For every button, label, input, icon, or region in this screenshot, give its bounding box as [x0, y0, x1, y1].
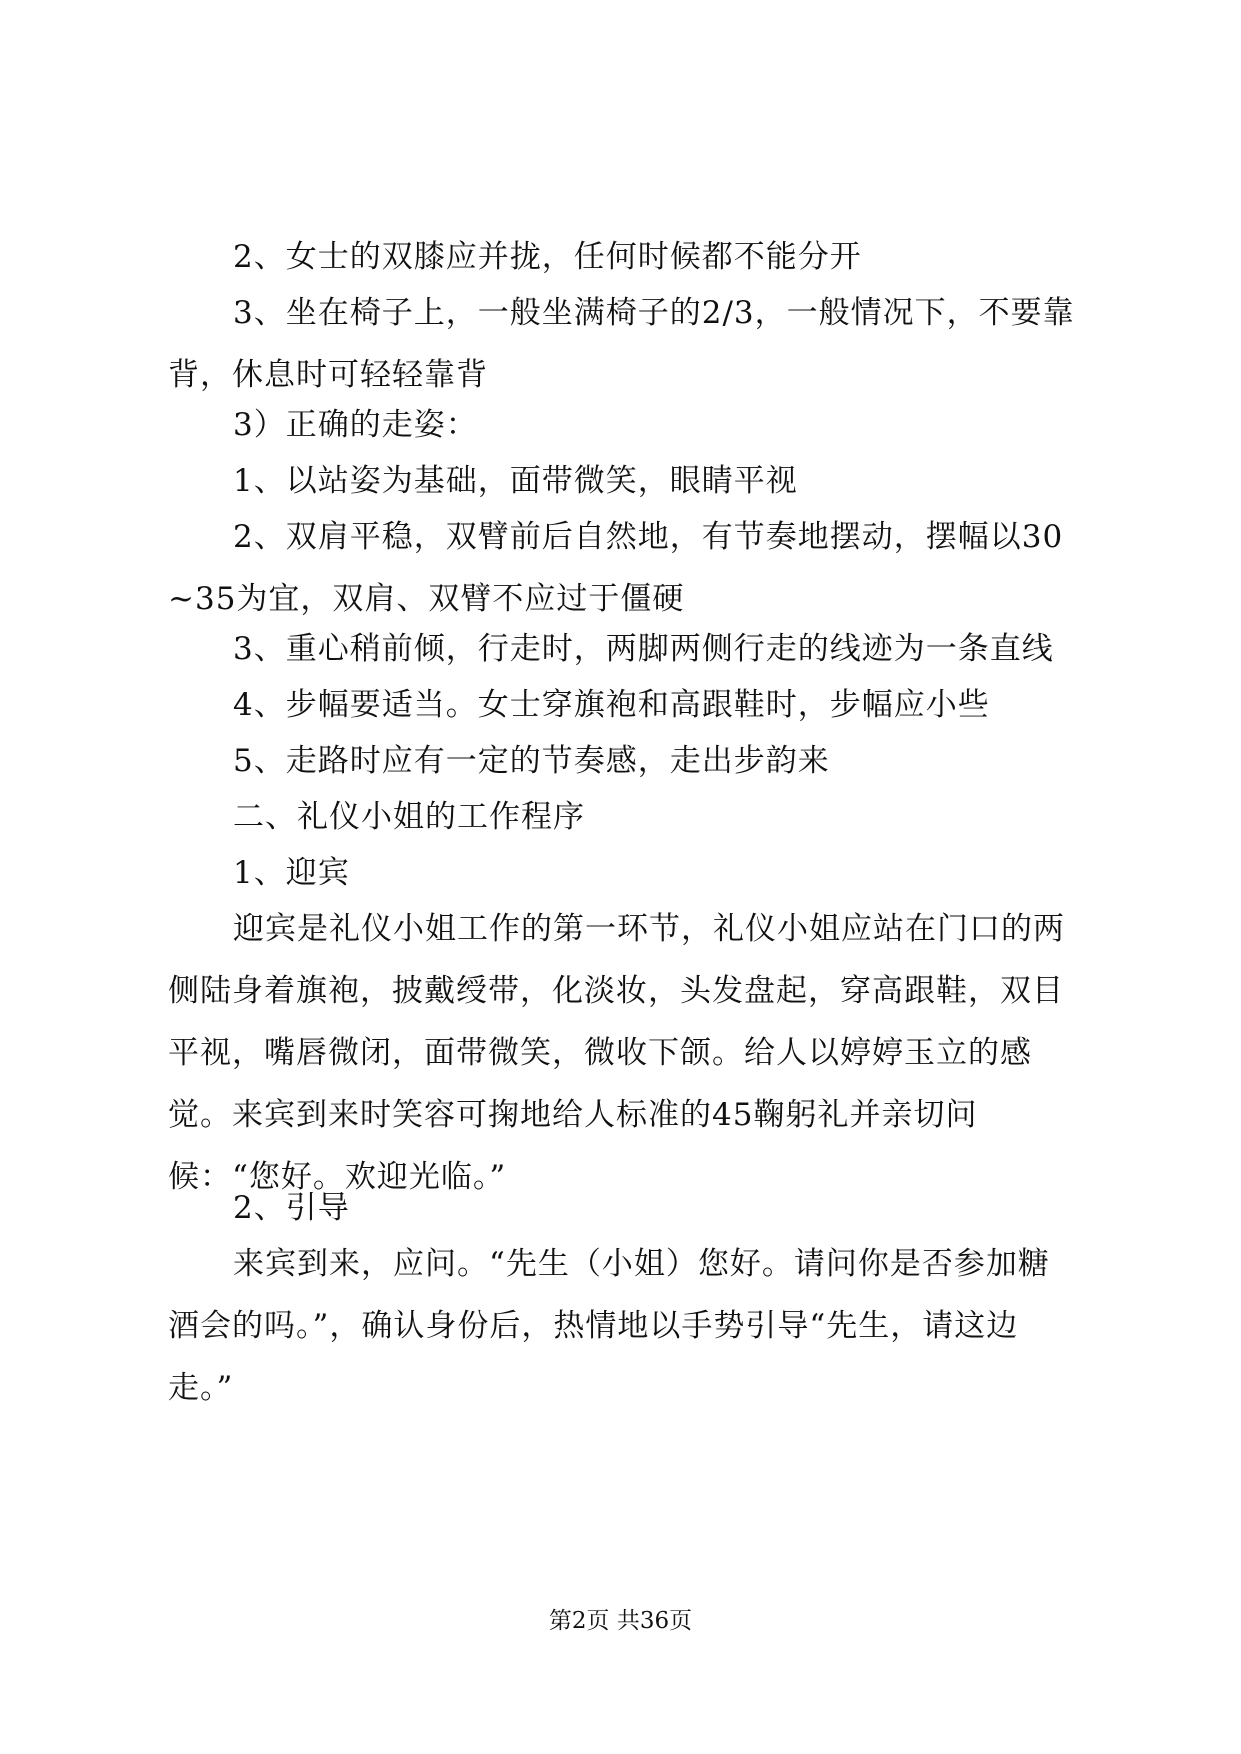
paragraph-rhythm: 5、走路时应有一定的节奏感，走出步韵来: [233, 743, 830, 779]
paragraph-greeting-description: 迎宾是礼仪小姐工作的第一环节，礼仪小姐应站在门口的两侧陆身着旗袍，披戴绶带，化淡妆，头发盘起，穿高跟鞋，双目平视，嘴唇微闭，面带微笑，微收下颌。给人以婷婷玉立的感觉。来宾到来时笑容可掬地给人标准的45鞠躬礼并亲切问候：“您好。欢迎光临。”: [168, 911, 1065, 1195]
paragraph-shoulders-arms: 2、双肩平稳，双臂前后自然地，有节奏地摆动，摆幅以30~35为宜，双肩、双臂不应过于僵硬: [168, 519, 1064, 617]
section-heading-work-procedure: 二、礼仪小姐的工作程序: [233, 799, 585, 835]
paragraph-center-of-gravity: 3、重心稍前倾，行走时，两脚两侧行走的线迹为一条直线: [233, 631, 1054, 667]
paragraph-guiding-description: 来宾到来，应问。“先生（小姐）您好。请问你是否参加糖酒会的吗。”，确认身份后，热情地以手势引导“先生，请这边走。”: [168, 1246, 1050, 1406]
paragraph-knees-together: 2、女士的双膝应并拢，任何时候都不能分开: [233, 239, 862, 275]
paragraph-walking-heading: 3）正确的走姿：: [233, 407, 478, 443]
subheading-guiding: 2、引导: [233, 1190, 350, 1226]
paragraph-step-width: 4、步幅要适当。女士穿旗袍和高跟鞋时，步幅应小些: [233, 687, 990, 723]
paragraph-walk-posture-base: 1、以站姿为基础，面带微笑，眼睛平视: [233, 463, 798, 499]
subheading-greeting: 1、迎宾: [233, 855, 350, 891]
page-number-footer: 第2页 共36页: [548, 1608, 693, 1634]
paragraph-chair-sitting: 3、坐在椅子上，一般坐满椅子的2/3，一般情况下，不要靠背，休息时可轻轻靠背: [168, 295, 1075, 393]
